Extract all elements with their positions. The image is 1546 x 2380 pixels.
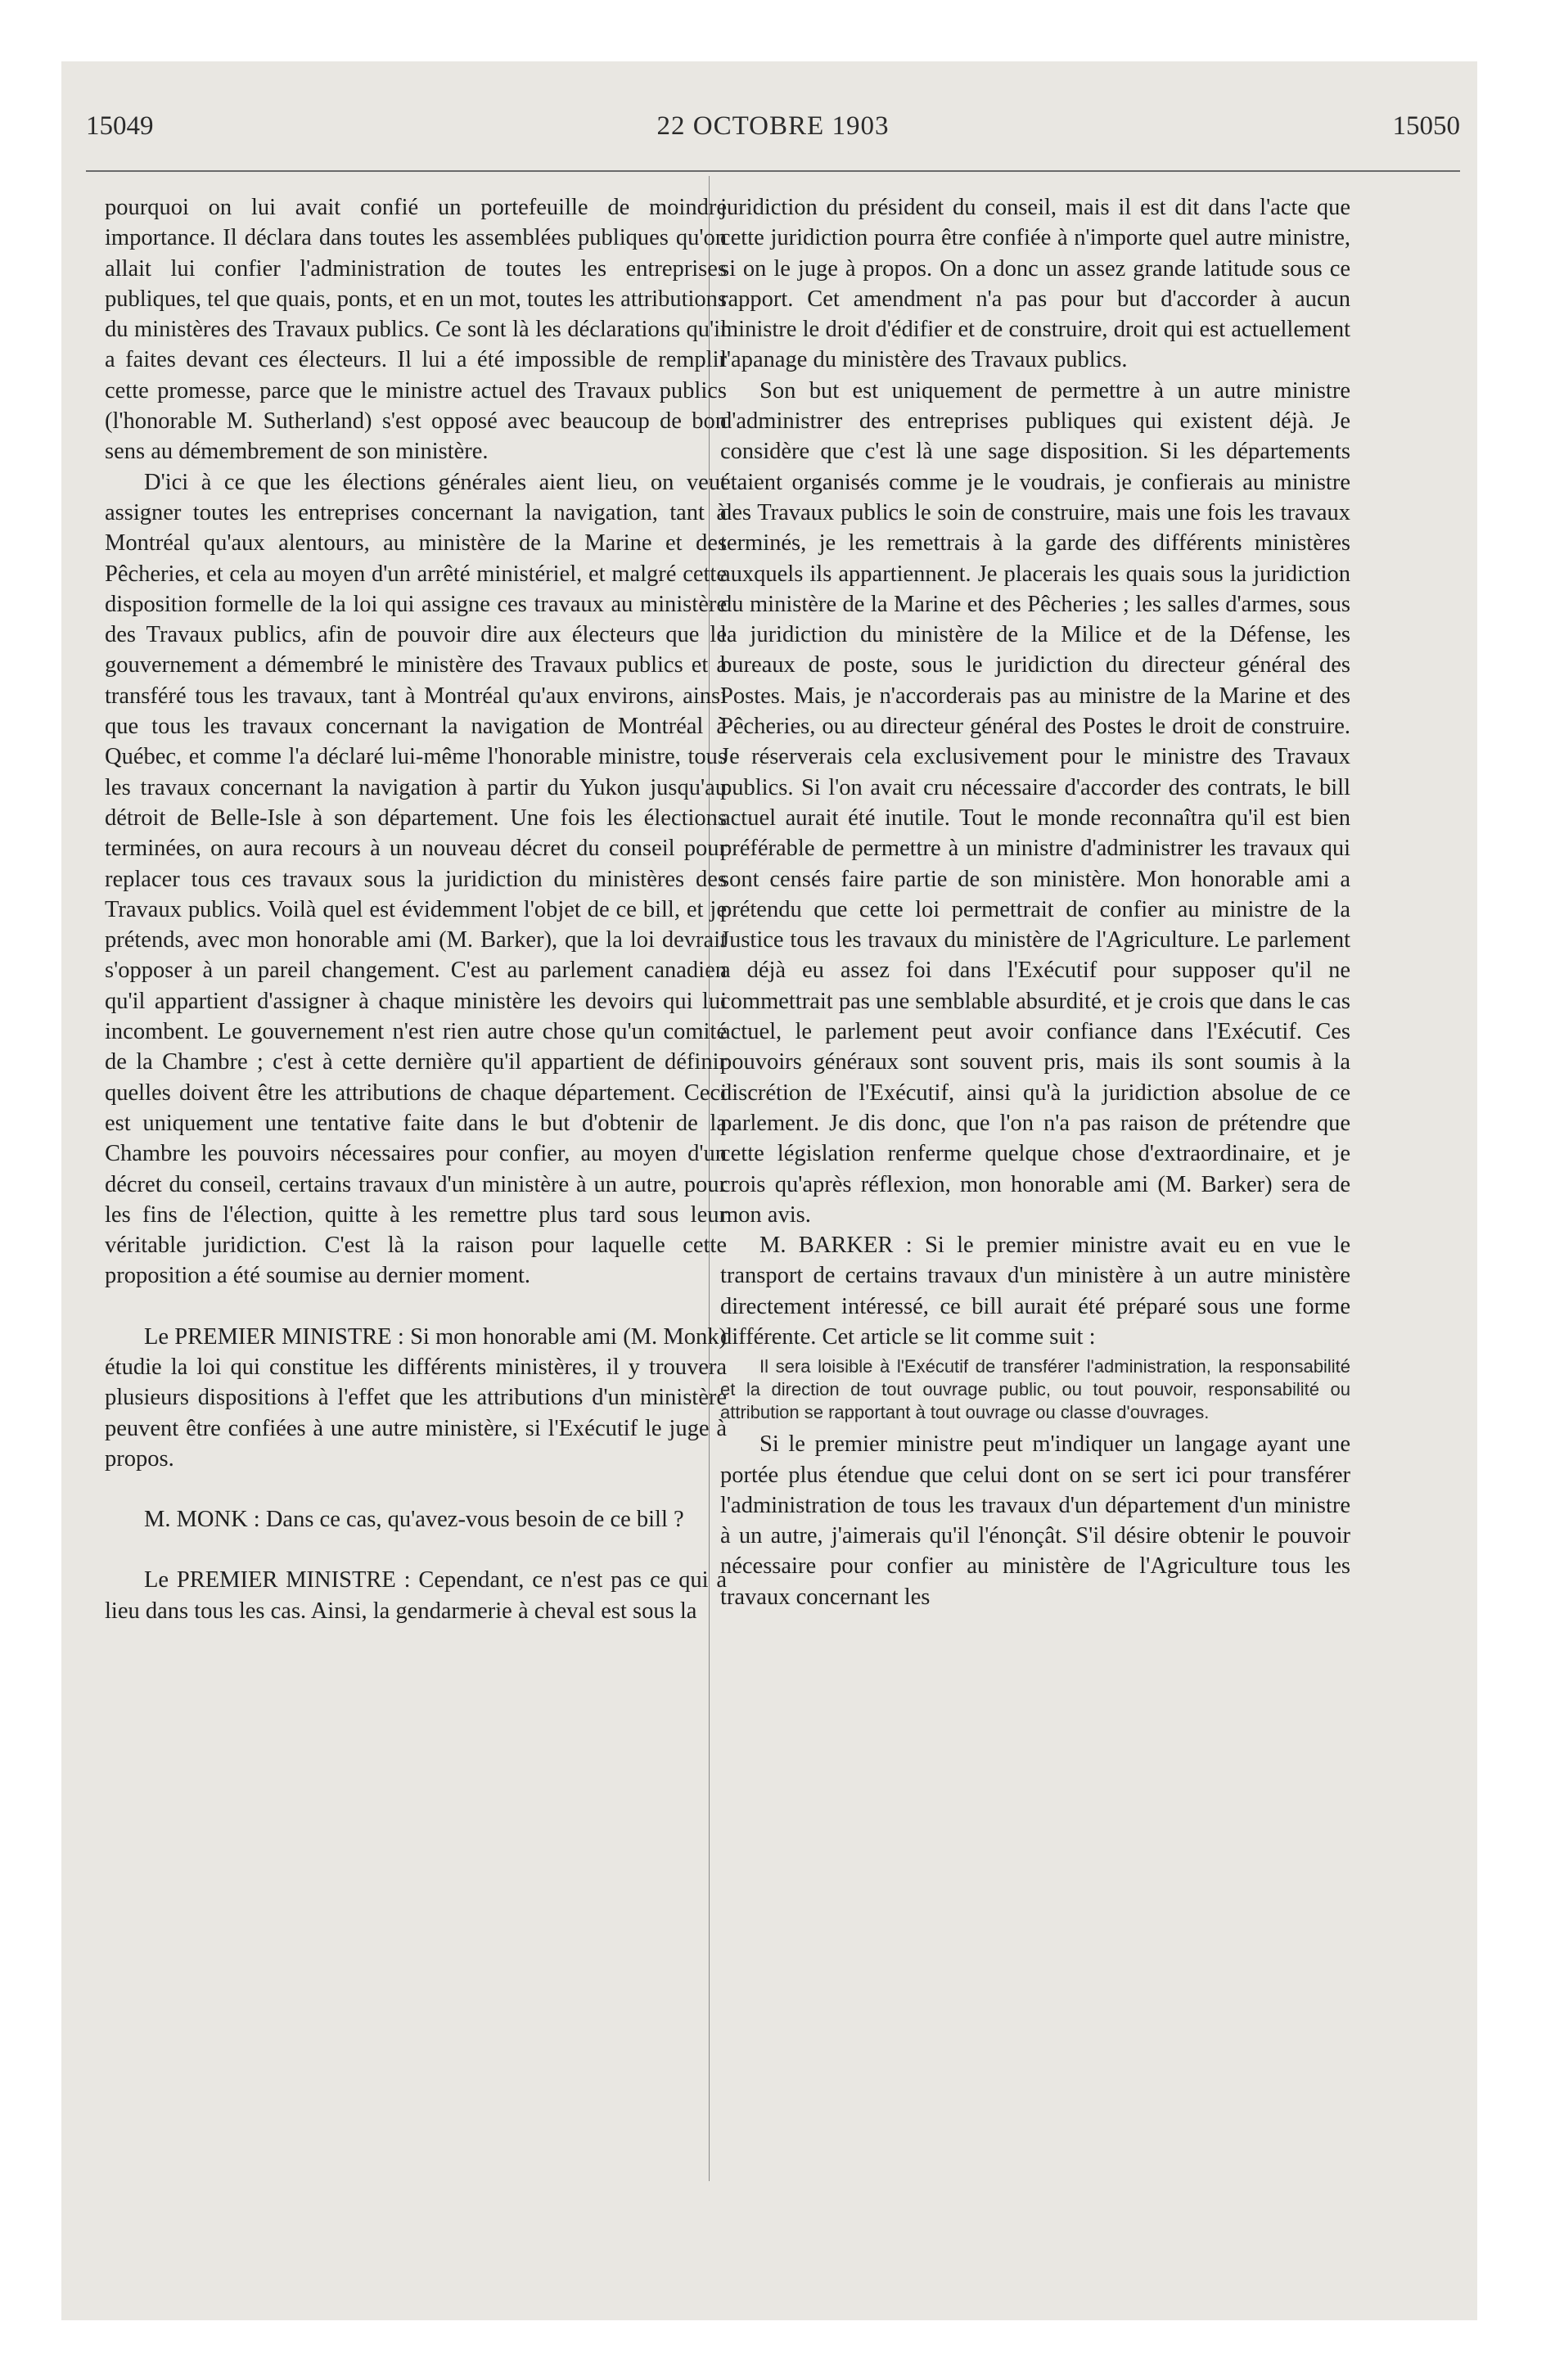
page-header [86,111,1460,144]
left-page-number: 15049 [86,111,154,141]
paragraph: M. BARKER : Si le premier ministre avait eu en vue le transport de certains travaux d'un ministère à un autre ministère directement intéressé, ce bill aurait été préparé sous une forme différente. Cet article se lit comme suit : [720,1233,1350,1350]
header-date: 22 OCTOBRE 1903 [656,111,890,141]
header-rule [86,170,1460,172]
paragraph: Si le premier ministre peut m'indiquer un langage ayant une portée plus étendue que celui dont on se sert ici pour transférer l'administration de tous les travaux d'un département d'un ministre à un autre, j'aimerais qu'il l'énonçât. S'il désire obtenir le pouvoir nécessaire pour confier au ministère de l'Agriculture tous les travaux concernant les [720,1431,1350,1610]
paragraph: juridiction du président du conseil, mais il est dit dans l'acte que cette juridiction pourra être confiée à n'importe quel autre ministre, si on le juge à propos. On a donc un assez grande latitude sous ce rapport. Cet amendment n'a pas pour but d'accorder à aucun ministre le droit d'édifier et de construire, droit qui est actuellement l'apanage du ministère des Travaux publics. [720,195,1350,373]
left-column [105,192,727,1626]
paragraph: D'ici à ce que les élections générales aient lieu, on veut assigner toutes les entreprises concernant la navigation, tant à Montréal qu'aux alentours, au ministère de la Marine et des Pêcheries, et cela au moyen d'un arrêté ministériel, et malgré cette disposition formelle de la loi qui assigne ces travaux au ministère des Travaux publics, afin de pouvoir dire aux électeurs que le gouvernement a démembré le ministère des Travaux publics et a transféré tous les travaux, tant à Montréal qu'aux environs, ainsi que tous les travaux concernant la navigation de Montréal à Québec, et comme l'a déclaré lui-même l'honorable ministre, tous les travaux concernant la navigation à partir du Yukon jusqu'au détroit de Belle-Isle à son département. Une fois les élections terminées, on aura recours à un nouveau décret du conseil pour replacer tous ces travaux sous la juridiction du ministères des Travaux publics. Voilà quel est évidemment l'objet de ce bill, et je prétends, avec mon honorable ami (M. Barker), que la loi devrait s'opposer à un pareil changement. C'est au parlement canadien qu'il appartient d'assigner à chaque ministère les devoirs qui lui incombent. Le gouvernement n'est rien autre chose qu'un comité de la Chambre ; c'est à cette dernière qu'il appartient de définir quelles doivent être les attributions de chaque département. Ceci est uniquement une tentative faite dans le but d'obtenir de la Chambre les pouvoirs nécessaires pour confier, au moyen d'un décret du conseil, certains travaux d'un ministère à un autre, pour les fins de l'élection, quitte à les remettre plus tard sous leur véritable juridiction. C'est là la raison pour laquelle cette proposition a été soumise au dernier moment. [105,469,727,1289]
right-page-number: 15050 [1392,111,1460,141]
paragraph: M. MONK : Dans ce cas, qu'avez-vous besoin de ce bill ? [144,1507,684,1533]
paragraph: pourquoi on lui avait confié un portefeuille de moindre importance. Il déclara dans toutes les assemblées publiques qu'on allait lui confier l'administration de toutes les entreprises publiques, tel que quais, ponts, et en un mot, toutes les attributions du ministères des Travaux publics. Ce sont là les déclarations qu'il a faites devant ces électeurs. Il lui a été impossible de remplir cette promesse, parce que le ministre actuel des Travaux publics (l'honorable M. Sutherland) s'est opposé avec beaucoup de bon sens au démembrement de son ministère. [105,195,727,465]
quoted-article: Il sera loisible à l'Exécutif de transférer l'administration, la responsabilité et la direction de tout ouvrage public, ou tout pouvoir, responsabilité ou attribution se rapportant à tout ouvrage ou classe d'ouvrages. [720,1356,1350,1423]
right-column [720,192,1350,1612]
paragraph: Le PREMIER MINISTRE : Si mon honorable ami (M. Monk) étudie la loi qui constitue les différents ministères, il y trouvera plusieurs dispositions à l'effet que les attributions d'un ministère peuvent être confiées à une autre ministère, si l'Exécutif le juge à propos. [105,1323,727,1472]
paragraph: Le PREMIER MINISTRE : Cependant, ce n'est pas ce qui a lieu dans tous les cas. Ainsi, la gendarmerie à cheval est sous la [105,1567,727,1624]
paragraph: Son but est uniquement de permettre à un autre ministre d'administrer des entreprises publiques qui existent déjà. Je considère que c'est là une sage disposition. Si les départements étaient organisés comme je le voudrais, je confierais au ministre des Travaux publics le soin de construire, mais une fois les travaux terminés, je les remettrais à la garde des différents ministères auxquels ils appartiennent. Je placerais les quais sous la juridiction du ministère de la Marine et des Pêcheries ; les salles d'armes, sous la juridiction du ministère de la Milice et de la Défense, les bureaux de poste, sous le juridiction du directeur général des Postes. Mais, je n'accorderais pas au ministre de la Marine et des Pêcheries, ou au directeur général des Postes le droit de construire. Je réserverais cela exclusivement pour le ministre des Travaux publics. Si l'on avait cru nécessaire d'accorder des contrats, le bill actuel aurait été inutile. Tout le monde reconnaîtra qu'il est bien préférable de permettre à un ministre d'administrer les travaux qui sont censés faire partie de son ministère. Mon honorable ami a prétendu que cette loi permettrait de confier au ministre de la Justice tous les travaux du ministère de l'Agriculture. Le parlement a déjà eu assez foi dans l'Exécutif pour supposer qu'il ne commettrait pas une semblable absurdité, et je crois que dans le cas actuel, le parlement peut avoir confiance dans l'Exécutif. Ces pouvoirs généraux sont souvent pris, mais ils sont soumis à la discrétion de l'Exécutif, ainsi qu'à la juridiction absolue de ce parlement. Je dis donc, que l'on n'a pas raison de prétendre que cette législation renferme quelque chose d'extraordinaire, et je crois qu'après réflexion, mon honorable ami (M. Barker) sera de mon avis. [720,377,1350,1228]
